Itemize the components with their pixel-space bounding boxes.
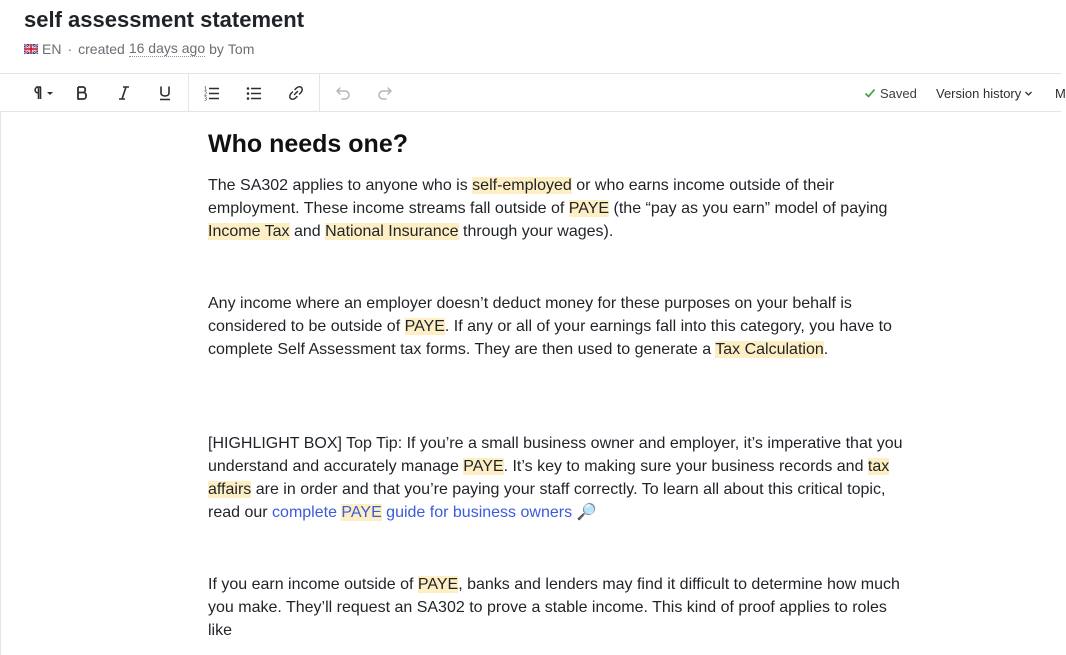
section-heading[interactable]: Who needs one? <box>208 130 408 158</box>
highlighted-term[interactable]: self-employed <box>472 177 572 194</box>
more-menu-label: M <box>1055 85 1066 101</box>
text-run: or who earns income outside of their employment. These income streams fall outside of <box>208 177 835 217</box>
meta-separator: · <box>67 40 73 57</box>
svg-text:2: 2 <box>204 91 208 98</box>
highlighted-term[interactable]: PAYE <box>417 576 459 593</box>
underline-icon <box>158 85 172 101</box>
link-text: complete <box>272 504 342 521</box>
text-run: through your wages). <box>458 223 614 240</box>
highlighted-term[interactable]: PAYE <box>341 504 382 521</box>
link-text: guide for business owners <box>381 504 573 521</box>
author-name: Tom <box>227 40 255 57</box>
paragraph-icon <box>29 85 55 101</box>
italic-button[interactable] <box>110 74 138 112</box>
paye-guide-link[interactable] <box>272 504 572 521</box>
underline-button[interactable] <box>151 74 179 112</box>
paragraph-1[interactable] <box>208 174 913 243</box>
language-code[interactable]: EN <box>42 40 62 57</box>
paragraph-style-button[interactable] <box>26 74 58 112</box>
text-run: (the “pay as you earn” model of paying <box>609 200 888 217</box>
check-icon <box>864 87 876 99</box>
highlighted-term[interactable]: PAYE <box>463 458 504 475</box>
magnifier-emoji-icon: 🔎 <box>572 504 597 521</box>
highlighted-term[interactable]: PAYE <box>568 200 610 217</box>
text-run: . <box>823 341 829 358</box>
ordered-list-icon <box>204 85 220 101</box>
text-run: , banks and lenders may find it difficult to determine how much you make. They’ll request an SA302 to prove a stable income. This kind of proof applies to roles like <box>208 576 900 639</box>
document-title[interactable]: self assessment statement <box>24 7 305 32</box>
document-meta <box>24 40 254 57</box>
highlighted-term[interactable]: Income Tax <box>208 223 290 240</box>
author-prefix: by <box>209 40 224 57</box>
text-run: . If any or all of your earnings fall into this category, you have to complete Self Assessment tax forms. They are then used to generate a <box>208 318 892 358</box>
saved-label: Saved <box>880 85 917 101</box>
text-run: [HIGHLIGHT BOX] Top Tip: If you’re a small business owner and employer, it’s imperative that you understand and accurately manage <box>208 435 903 475</box>
highlighted-term[interactable]: PAYE <box>404 318 445 335</box>
bullet-list-icon <box>246 85 262 101</box>
version-history-button[interactable] <box>936 74 1033 112</box>
editor-toolbar <box>0 73 1066 112</box>
toolbar-separator <box>188 74 189 112</box>
paragraph-3-highlight-box[interactable] <box>208 432 913 524</box>
bold-button[interactable] <box>68 74 96 112</box>
highlighted-term[interactable]: Tax Calculation <box>715 341 824 358</box>
undo-icon <box>335 85 351 101</box>
version-history-label: Version history <box>936 85 1022 101</box>
text-run: The SA302 applies to anyone who is <box>208 177 473 194</box>
link-icon <box>288 85 304 101</box>
redo-button[interactable] <box>371 74 399 112</box>
save-status <box>864 74 917 112</box>
paragraph-4[interactable] <box>208 573 913 642</box>
svg-text:1: 1 <box>204 86 208 93</box>
text-run: If you earn income outside of <box>208 576 418 593</box>
ordered-list-button[interactable] <box>198 74 226 112</box>
highlighted-term[interactable]: National Insurance <box>325 223 459 240</box>
text-run: and <box>289 223 326 240</box>
chevron-down-icon <box>1024 89 1033 98</box>
svg-text:3: 3 <box>204 96 208 103</box>
created-time: 16 days ago <box>128 40 206 56</box>
uk-flag-icon <box>24 44 38 54</box>
paragraph-2[interactable] <box>208 292 913 361</box>
link-button[interactable] <box>282 74 310 112</box>
editor-left-border <box>0 112 1 655</box>
highlighted-term[interactable]: tax affairs <box>208 458 890 498</box>
created-prefix: created <box>78 40 125 57</box>
italic-icon <box>117 85 131 101</box>
document-header <box>0 0 1061 73</box>
text-run: . It’s key to making sure your business records and <box>503 458 868 475</box>
text-run: Any income where an employer doesn’t deduct money for these purposes on your behalf is considered to be outside of <box>208 295 852 335</box>
redo-icon <box>377 85 393 101</box>
bold-icon <box>75 85 89 101</box>
undo-button[interactable] <box>329 74 357 112</box>
bullet-list-button[interactable] <box>240 74 268 112</box>
toolbar-separator <box>319 74 320 112</box>
text-run: are in order and that you’re paying your staff correctly. To learn all about this critical topic, read our <box>208 481 886 521</box>
more-menu-button[interactable] <box>1055 74 1066 112</box>
